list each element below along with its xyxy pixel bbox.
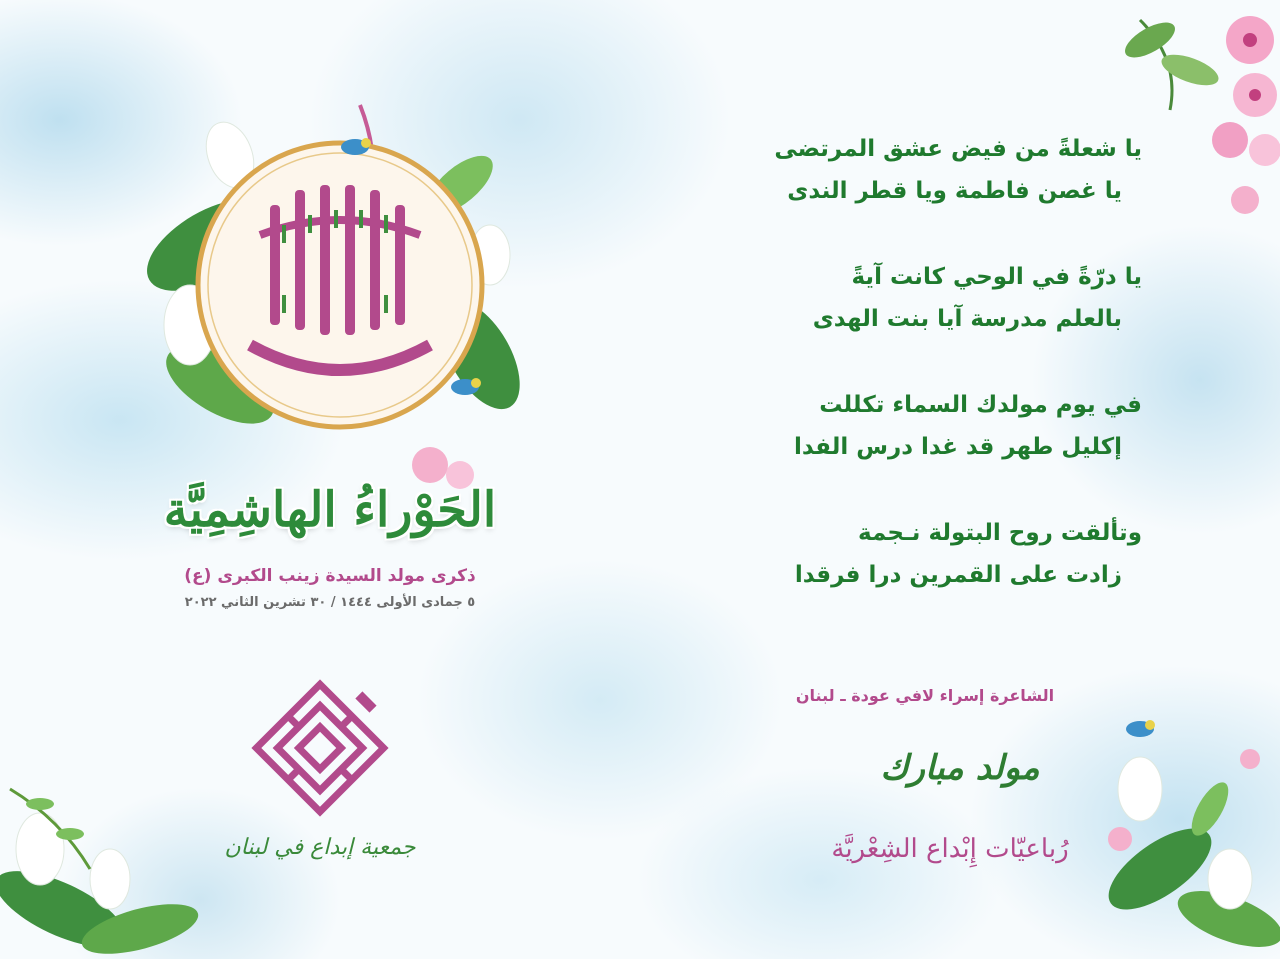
greeting-text: مولد مبارك (880, 748, 1040, 788)
poem-stanza (700, 384, 1150, 468)
poet-credit: الشاعرة إسراء لافي عودة ـ لبنان (795, 686, 1055, 705)
series-name: رُباعيّات إِبْداع الشِعْريَّة (831, 834, 1069, 864)
flower-cluster-bottom-right (1080, 699, 1280, 959)
poem-verse: وتألقت روح البتولة نـجمة (858, 520, 1142, 546)
poem (700, 128, 1150, 640)
association-name: جمعية إبداع في لبنان (224, 835, 416, 860)
bird-icon (1126, 720, 1155, 737)
poem-stanza (700, 256, 1150, 340)
poem-verse: يا شعلةً من فيض عشق المرتضى (774, 136, 1142, 162)
poem-verse: زادت على القمرين درا فرقدا (794, 562, 1122, 588)
poem-verse: يا غصن فاطمة ويا قطر الندى (787, 178, 1122, 204)
poem-stanza (700, 512, 1150, 596)
poem-stanza (700, 128, 1150, 212)
poem-verse: إكليل طهر قد غدا درس الفدا (793, 434, 1122, 460)
flower-cluster-bottom-left (0, 759, 220, 959)
page-title: الحَوْراءُ الهاشِمِيَّة (163, 482, 497, 538)
event-subtitle: ذكرى مولد السيدة زينب الكبرى (ع) (184, 566, 476, 586)
kufic-square-logo (250, 678, 390, 818)
event-date: ٥ جمادى الأولى ١٤٤٤ / ٣٠ تشرين الثاني ٢٠٢٢ (184, 595, 476, 610)
poem-verse: يا درّةً في الوحي كانت آيةً (851, 264, 1142, 290)
poem-verse: بالعلم مدرسة آيا بنت الهدى (812, 306, 1122, 332)
emblem-medallion (130, 95, 550, 495)
poem-verse: في يوم مولدك السماء تكللت (819, 392, 1142, 418)
